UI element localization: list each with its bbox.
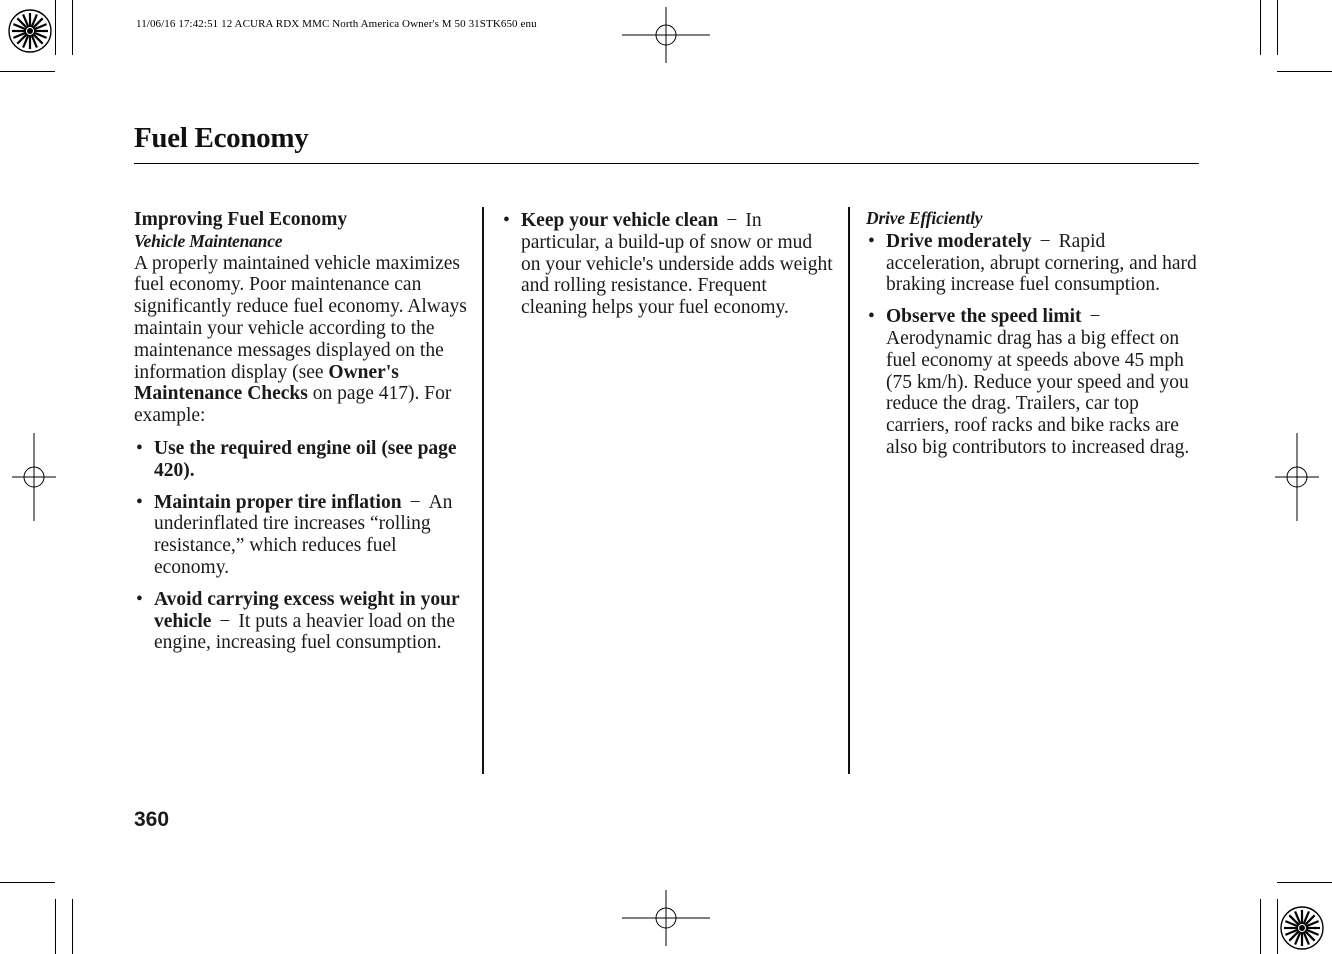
print-header: 11/06/16 17:42:51 12 ACURA RDX MMC North America Owner's M 50 31STK650 enu bbox=[136, 18, 537, 30]
tip-title: Use the required engine oil (see page 420). bbox=[154, 437, 457, 481]
dash-separator: − bbox=[219, 610, 231, 632]
intro-paragraph bbox=[134, 253, 470, 427]
page-title: Fuel Economy bbox=[134, 122, 309, 154]
list-item bbox=[134, 492, 470, 579]
intro-text: on page 417). For example: bbox=[134, 383, 452, 427]
column-3 bbox=[866, 208, 1200, 469]
crop-mark bbox=[1277, 899, 1278, 954]
crosshair-registration-icon bbox=[622, 890, 710, 946]
crosshair-registration-icon bbox=[1275, 433, 1319, 521]
tip-text: Rapid acceleration, abrupt cornering, and hard braking increase fuel consumption. bbox=[886, 230, 1197, 296]
column-divider bbox=[482, 207, 484, 774]
tip-text: An underinflated tire increases “rolling resistance,” which reduces fuel economy. bbox=[154, 491, 453, 578]
sub-heading: Vehicle Maintenance bbox=[134, 230, 283, 251]
dash-separator: − bbox=[1089, 306, 1101, 328]
crop-mark bbox=[55, 0, 56, 55]
dash-separator: − bbox=[726, 210, 738, 231]
crosshair-registration-icon bbox=[622, 7, 710, 63]
bullet-icon: • bbox=[136, 437, 143, 459]
intro-text: A properly maintained vehicle maximizes fuel economy. Poor maintenance can significantly reduce fuel economy. Always maintain your vehicle according to the maintenance messages displayed on the information display (see bbox=[134, 252, 467, 383]
crop-mark bbox=[72, 0, 73, 55]
tip-text: Aerodynamic drag has a big effect on fuel economy at speeds above 45 mph (75 km/h). Reduce your speed and you reduce the drag. Trailers, car top carriers, roof racks and bike racks are also big contributors to increased drag. bbox=[886, 327, 1190, 458]
column-divider bbox=[848, 207, 850, 774]
crop-mark bbox=[55, 899, 56, 954]
dash-separator: − bbox=[1039, 230, 1051, 252]
tip-text: In particular, a build-up of snow or mud on your vehicle's underside adds weight and rolling resistance. Frequent cleaning helps your fuel economy. bbox=[521, 210, 833, 319]
tip-title: Keep your vehicle clean bbox=[521, 210, 719, 231]
list-item bbox=[866, 231, 1200, 296]
title-rule bbox=[134, 163, 1199, 164]
list-item bbox=[866, 306, 1200, 459]
column-1 bbox=[134, 209, 470, 664]
bullet-icon: • bbox=[868, 306, 875, 328]
starburst-registration-icon bbox=[8, 9, 52, 53]
bullet-icon: • bbox=[136, 588, 143, 610]
tip-title: Avoid carrying excess weight in your vehicle bbox=[154, 588, 460, 632]
sub-heading: Drive Efficiently bbox=[866, 208, 983, 228]
crop-mark bbox=[1277, 0, 1278, 55]
tips-list bbox=[501, 210, 833, 319]
starburst-registration-icon bbox=[1280, 906, 1324, 950]
list-item bbox=[134, 438, 470, 482]
cross-reference-link[interactable]: Owner's Maintenance Checks bbox=[134, 361, 399, 405]
tip-title: Observe the speed limit bbox=[886, 306, 1082, 328]
section-heading: Improving Fuel Economy bbox=[134, 209, 348, 230]
bullet-icon: • bbox=[868, 230, 875, 252]
tip-title: Drive moderately bbox=[886, 230, 1032, 252]
tips-list bbox=[134, 438, 470, 654]
column-2 bbox=[501, 210, 833, 329]
crop-mark bbox=[0, 882, 55, 883]
page-number: 360 bbox=[134, 808, 170, 831]
list-item bbox=[134, 589, 470, 654]
dash-separator: − bbox=[409, 491, 421, 513]
tip-text: It puts a heavier load on the engine, increasing fuel consumption. bbox=[154, 610, 456, 654]
crop-mark bbox=[1277, 882, 1332, 883]
crosshair-registration-icon bbox=[12, 433, 56, 521]
tip-title: Maintain proper tire inflation bbox=[154, 491, 402, 513]
crop-mark bbox=[1260, 0, 1261, 55]
crop-mark bbox=[1277, 71, 1332, 72]
bullet-icon: • bbox=[136, 491, 143, 513]
crop-mark bbox=[72, 899, 73, 954]
crop-mark bbox=[1260, 899, 1261, 954]
bullet-icon: • bbox=[503, 210, 510, 231]
crop-mark bbox=[0, 71, 55, 72]
list-item bbox=[501, 210, 833, 319]
tips-list bbox=[866, 231, 1200, 459]
